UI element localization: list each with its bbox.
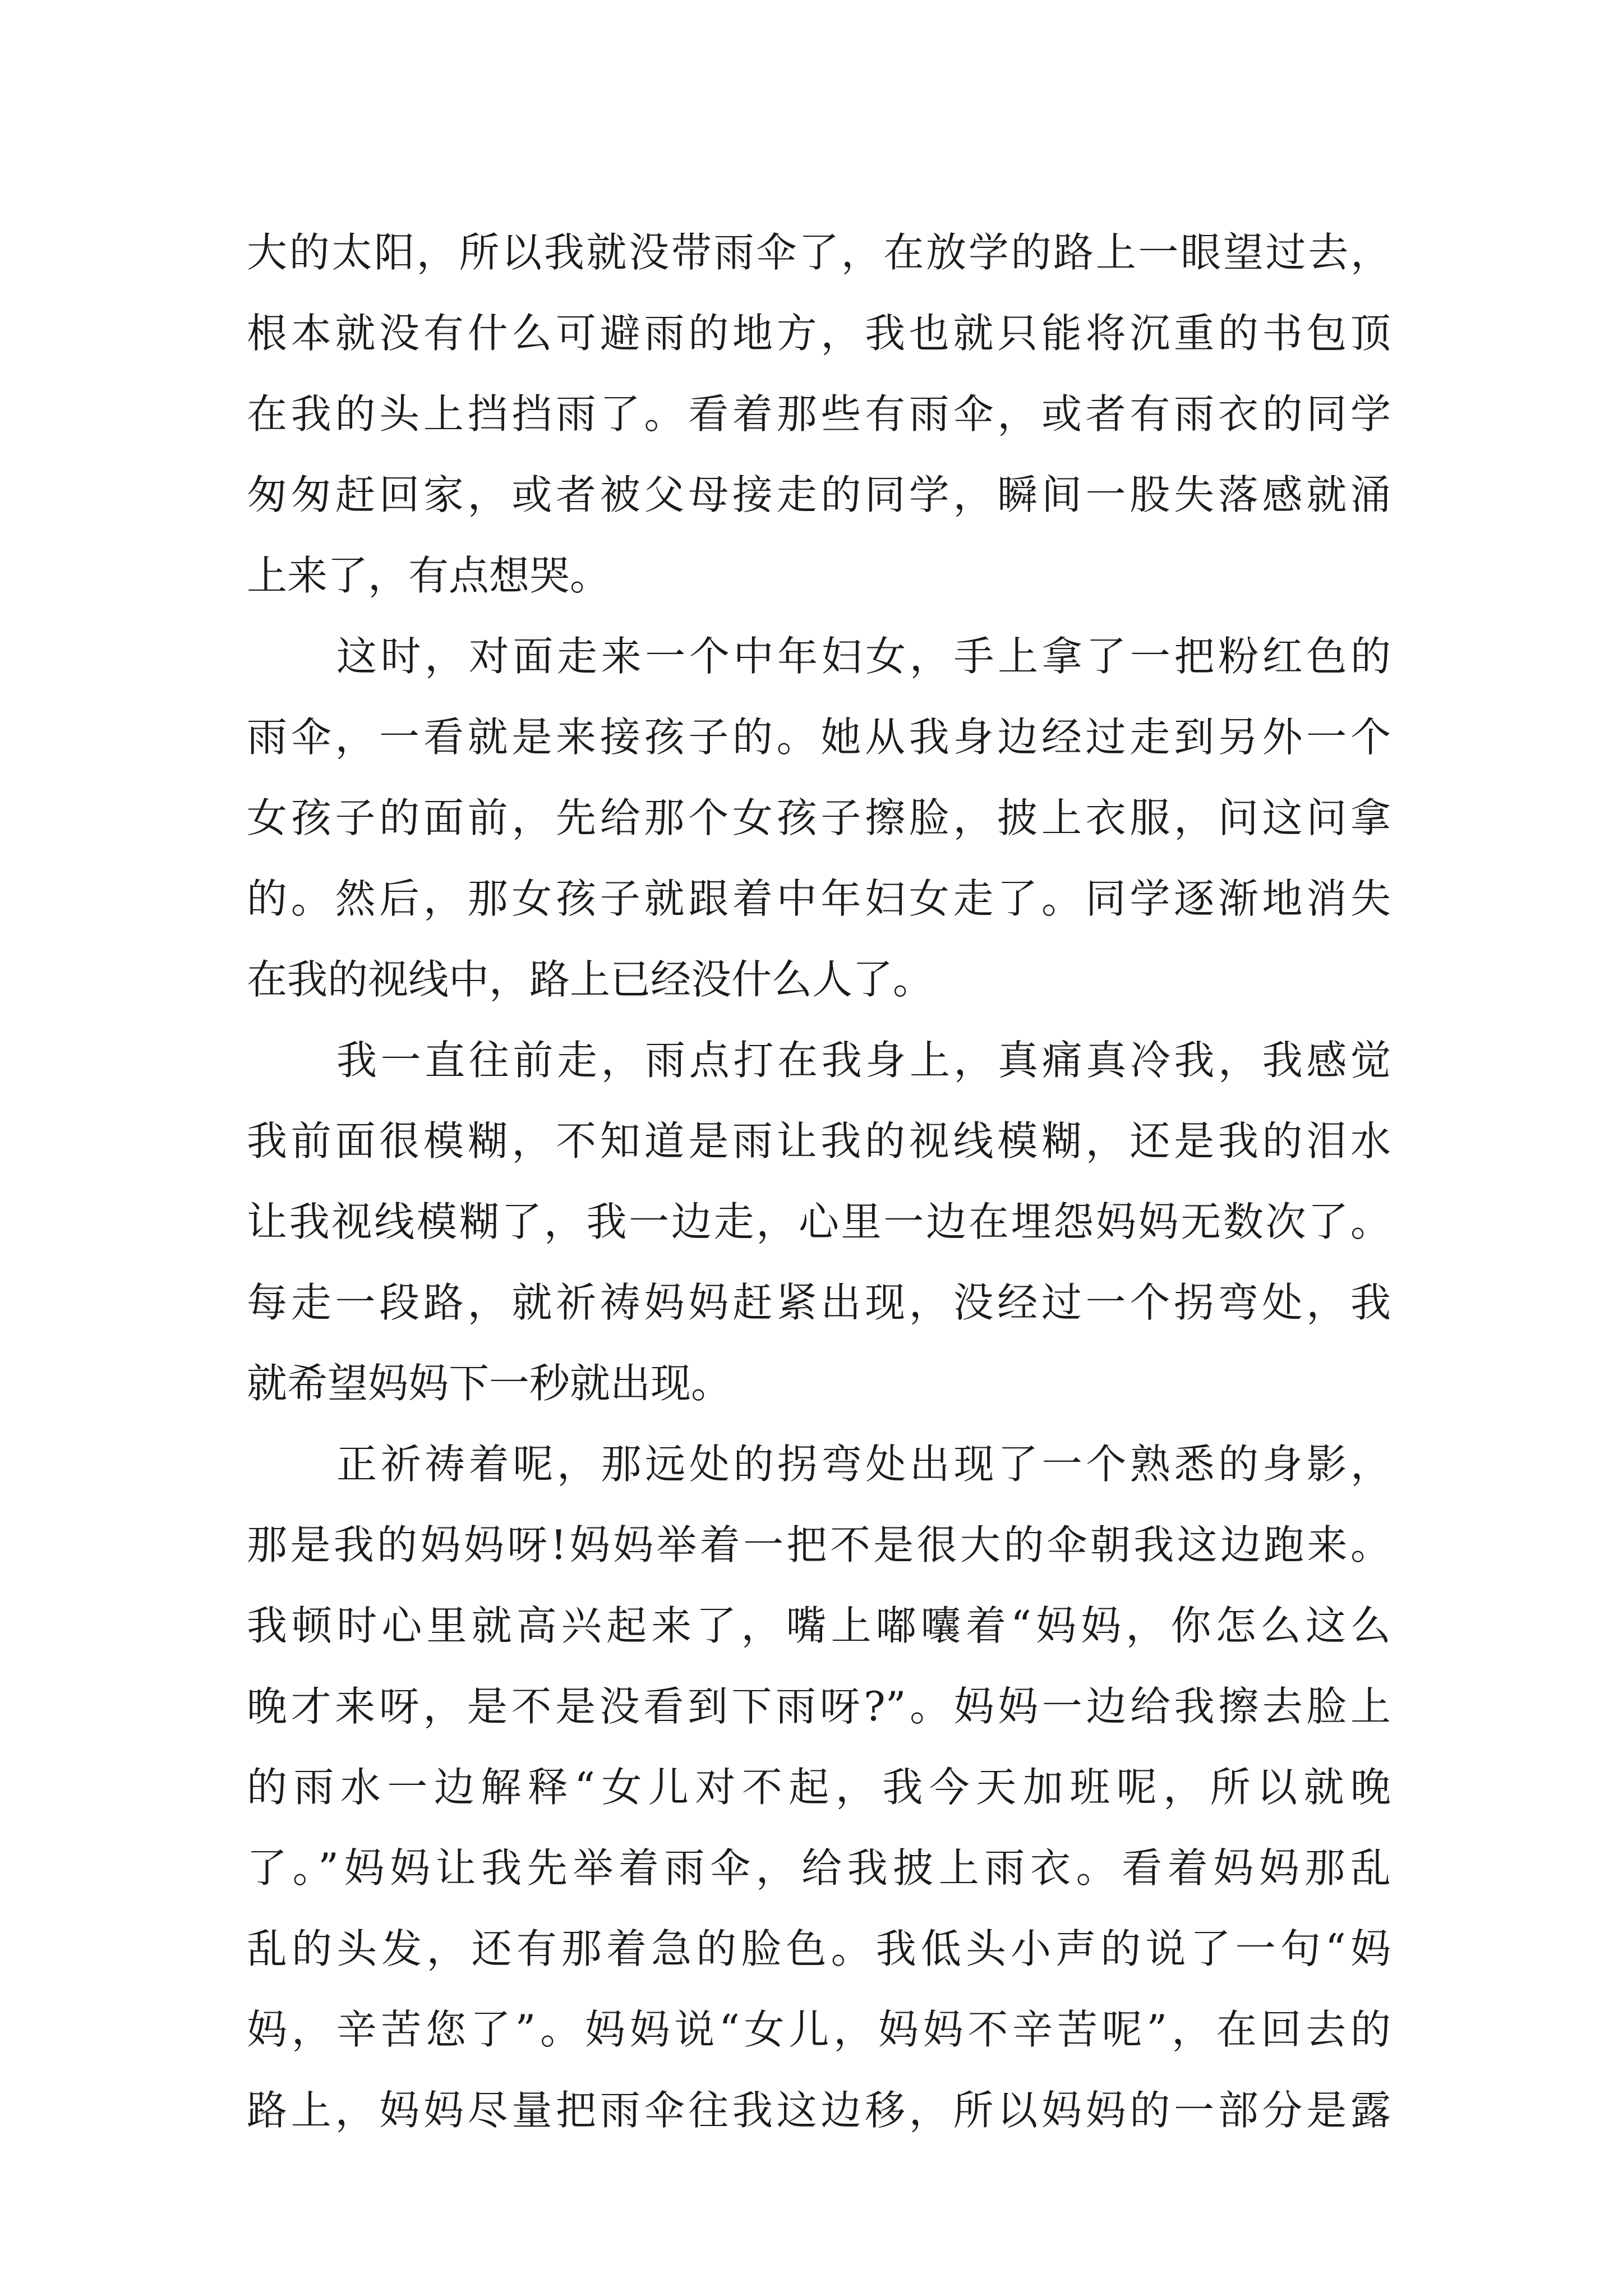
text-line: 每走一段路，就祈祷妈妈赶紧出现，没经过一个拐弯处，我 — [247, 1279, 1391, 1326]
text-line: 正祈祷着呢，那远处的拐弯处出现了一个熟悉的身影， — [336, 1441, 1391, 1488]
text-line: 就希望妈妈下一秒就出现。 — [247, 1360, 732, 1407]
text-line: 在我的头上挡挡雨了。看着那些有雨伞，或者有雨衣的同学 — [247, 390, 1391, 438]
text-line: 女孩子的面前，先给那个女孩子擦脸，披上衣服，问这问拿 — [247, 794, 1391, 841]
document-page — [247, 212, 1391, 2151]
text-line: 大的太阳，所以我就没带雨伞了，在放学的路上一眼望过去， — [247, 229, 1391, 276]
text-line: 我前面很模糊，不知道是雨让我的视线模糊，还是我的泪水 — [247, 1117, 1391, 1165]
text-line: 匆匆赶回家，或者被父母接走的同学，瞬间一股失落感就涌 — [247, 471, 1391, 518]
text-line: 这时，对面走来一个中年妇女，手上拿了一把粉红色的 — [336, 633, 1391, 680]
text-line: 那是我的妈妈呀!妈妈举着一把不是很大的伞朝我这边跑来。 — [247, 1521, 1391, 1568]
text-line: 在我的视线中，路上已经没什么人了。 — [247, 956, 934, 1003]
text-line: 的。然后，那女孩子就跟着中年妇女走了。同学逐渐地消失 — [247, 875, 1391, 922]
text-line: 我一直往前走，雨点打在我身上，真痛真冷我，我感觉 — [336, 1037, 1391, 1084]
text-line: 路上，妈妈尽量把雨伞往我这边移，所以妈妈的一部分是露 — [247, 2087, 1391, 2134]
text-line: 让我视线模糊了，我一边走，心里一边在埋怨妈妈无数次了。 — [247, 1198, 1391, 1245]
text-line: 了。”妈妈让我先举着雨伞，给我披上雨衣。看着妈妈那乱 — [247, 1844, 1391, 1892]
text-line: 乱的头发，还有那着急的脸色。我低头小声的说了一句“妈 — [247, 1925, 1391, 1972]
text-line: 雨伞，一看就是来接孩子的。她从我身边经过走到另外一个 — [247, 714, 1391, 761]
text-line: 晚才来呀，是不是没看到下雨呀?”。妈妈一边给我擦去脸上 — [247, 1683, 1391, 1730]
text-line: 我顿时心里就高兴起来了，嘴上嘟囔着“妈妈，你怎么这么 — [247, 1602, 1391, 1649]
text-line: 的雨水一边解释“女儿对不起，我今天加班呢，所以就晚 — [247, 1764, 1391, 1811]
text-line: 上来了，有点想哭。 — [247, 552, 611, 599]
text-line: 妈，辛苦您了”。妈妈说“女儿，妈妈不辛苦呢”，在回去的 — [247, 2006, 1391, 2053]
text-line: 根本就没有什么可避雨的地方，我也就只能将沉重的书包顶 — [247, 310, 1391, 357]
